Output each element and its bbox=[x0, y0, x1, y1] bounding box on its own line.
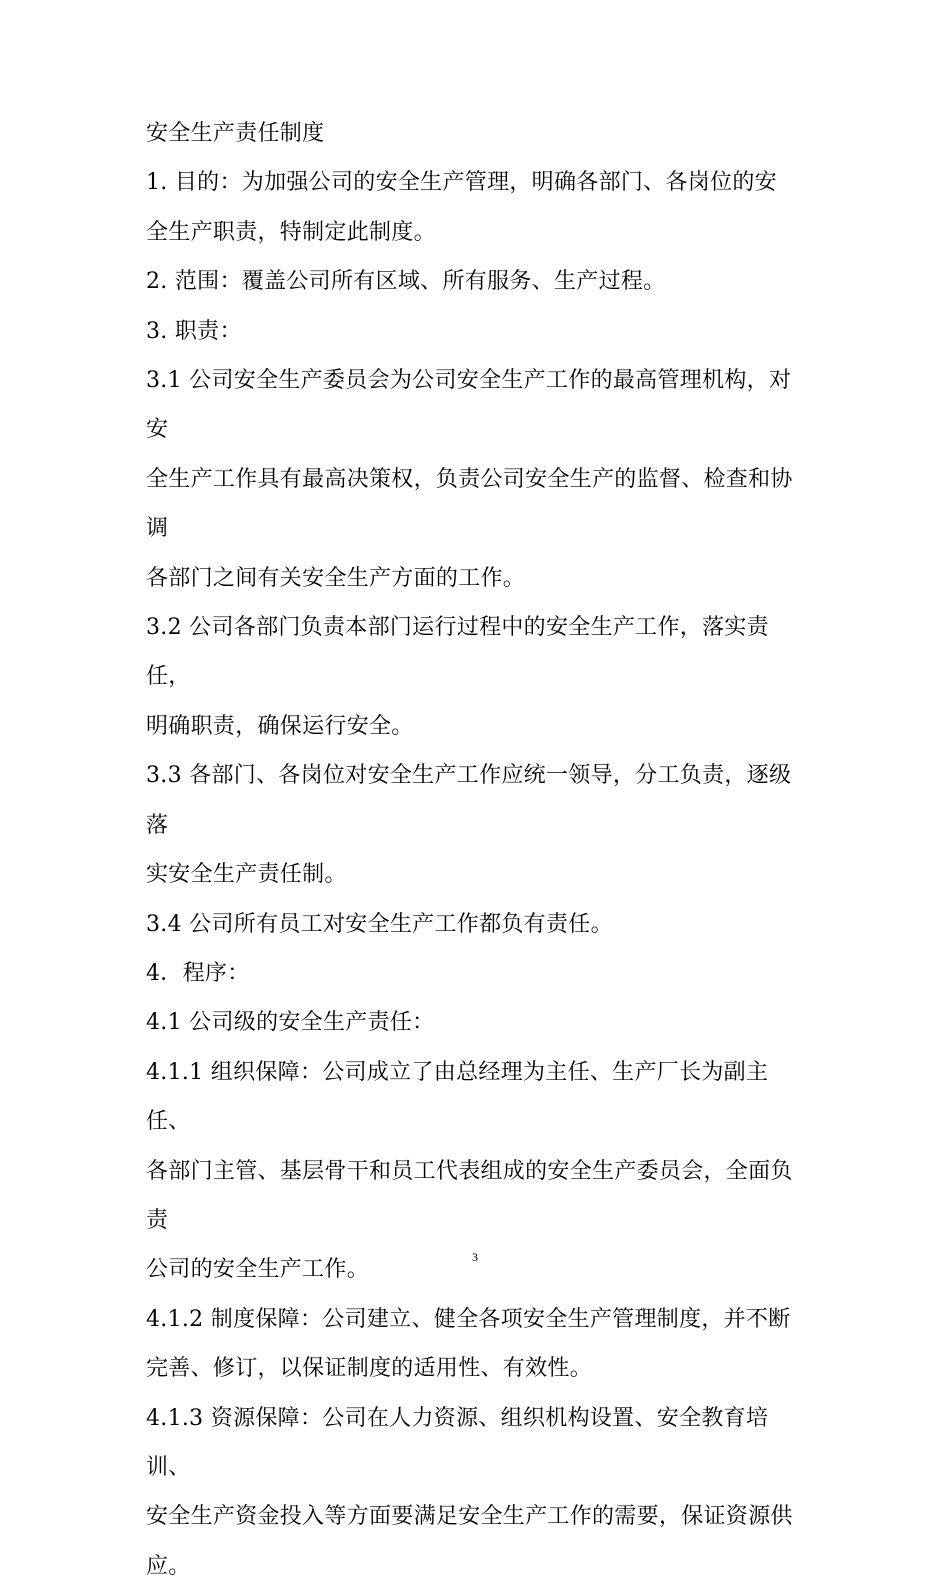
paragraph-4-1-2: 4.1.2 制度保障：公司建立、健全各项安全生产管理制度，并不断 完善、修订，以保证制度的适用性、有效性。 bbox=[146, 1306, 791, 1382]
document-title: 安全生产责任制度 bbox=[146, 121, 325, 146]
paragraph-1-purpose: 1. 目的：为加强公司的安全生产管理，明确各部门、各岗位的安 全生产职责，特制定此制度。 bbox=[146, 170, 777, 245]
paragraph-3-2: 3.2 公司各部门负责本部门运行过程中的安全生产工作，落实责任， 明确职责，确保运行安全。 bbox=[146, 615, 769, 739]
page-number: 3 bbox=[472, 1250, 478, 1264]
paragraph-4-1: 4.1 公司级的安全生产责任： bbox=[146, 1010, 435, 1036]
paragraph-4-1-3: 4.1.3 资源保障：公司在人力资源、组织机构设置、安全教育培训、 安全生产资金投入等方面要满足安全生产工作的需要，保证资源供 应。 bbox=[146, 1405, 793, 1579]
paragraph-3-3: 3.3 各部门、各岗位对安全生产工作应统一领导，分工负责，逐级落 实安全生产责任制。 bbox=[146, 763, 792, 888]
paragraph-4-procedure: 4．程序： bbox=[146, 960, 250, 986]
paragraph-3-4: 3.4 公司所有员工对安全生产工作都负有责任。 bbox=[146, 911, 613, 937]
paragraph-2-scope: 2. 范围：覆盖公司所有区域、所有服务、生产过程。 bbox=[146, 269, 666, 295]
document-body bbox=[146, 109, 811, 1591]
paragraph-3-responsibilities: 3. 职责： bbox=[146, 318, 242, 344]
paragraph-3-1: 3.1 公司安全生产委员会为公司安全生产工作的最高管理机构，对安 全生产工作具有最高决策权，负责公司安全生产的监督、检查和协调 各部门之间有关安全生产方面的工作。 bbox=[146, 368, 793, 591]
paragraph-4-1-1: 4.1.1 组织保障：公司成立了由总经理为主任、生产厂长为副主任、 各部门主管、基层骨干和员工代表组成的安全生产委员会，全面负责 公司的安全生产工作。 bbox=[146, 1059, 793, 1283]
